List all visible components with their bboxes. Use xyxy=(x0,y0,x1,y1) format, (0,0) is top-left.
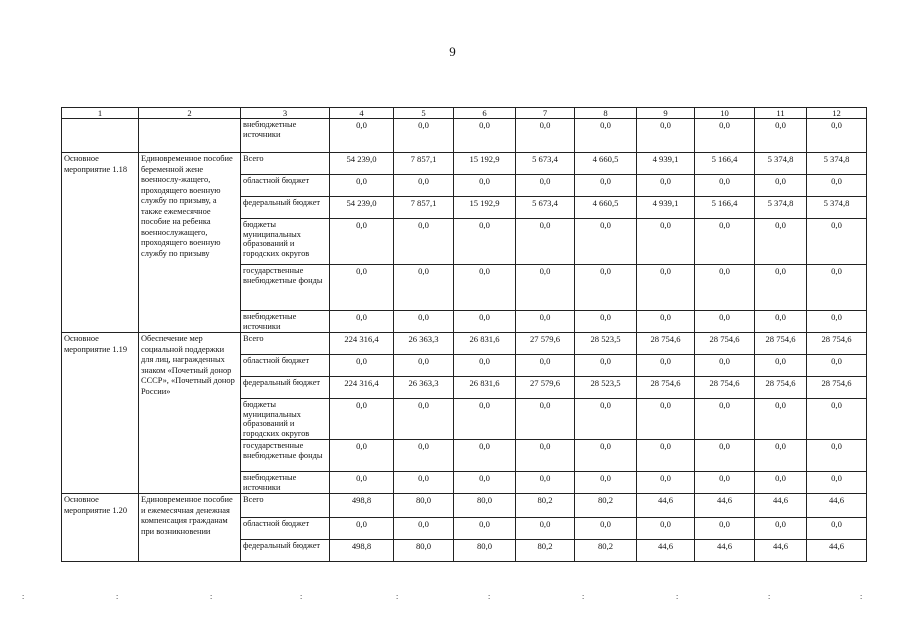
funding-source: внебюджетные источники xyxy=(241,472,330,494)
value-cell: 80,0 xyxy=(394,540,454,562)
value-cell: 498,8 xyxy=(330,540,394,562)
value-cell: 26 363,3 xyxy=(394,333,454,355)
value-cell: 28 754,6 xyxy=(755,377,807,399)
value-cell: 4 939,1 xyxy=(637,197,695,219)
value-cell: 26 831,6 xyxy=(454,333,516,355)
value-cell: 0,0 xyxy=(807,518,867,540)
funding-source: федеральный бюджет xyxy=(241,377,330,399)
value-cell: 28 523,5 xyxy=(575,377,637,399)
value-cell: 44,6 xyxy=(695,540,755,562)
value-cell: 0,0 xyxy=(516,355,575,377)
value-cell: 0,0 xyxy=(394,518,454,540)
value-cell: 0,0 xyxy=(454,311,516,333)
value-cell: 0,0 xyxy=(807,175,867,197)
value-cell: 0,0 xyxy=(695,175,755,197)
value-cell: 0,0 xyxy=(394,119,454,153)
value-cell: 0,0 xyxy=(516,440,575,472)
value-cell: 0,0 xyxy=(330,219,394,265)
column-number: 7 xyxy=(516,108,575,119)
funding-source: областной бюджет xyxy=(241,355,330,377)
value-cell: 5 374,8 xyxy=(807,153,867,175)
value-cell: 224 316,4 xyxy=(330,377,394,399)
funding-source: Всего xyxy=(241,494,330,518)
value-cell: 0,0 xyxy=(330,119,394,153)
column-number: 5 xyxy=(394,108,454,119)
value-cell: 0,0 xyxy=(330,355,394,377)
value-cell: 0,0 xyxy=(807,472,867,494)
value-cell: 0,0 xyxy=(516,311,575,333)
value-cell: 0,0 xyxy=(454,472,516,494)
value-cell: 54 239,0 xyxy=(330,153,394,175)
value-cell: 0,0 xyxy=(637,440,695,472)
value-cell: 0,0 xyxy=(755,518,807,540)
value-cell: 0,0 xyxy=(755,119,807,153)
value-cell: 15 192,9 xyxy=(454,197,516,219)
column-number: 4 xyxy=(330,108,394,119)
value-cell: 0,0 xyxy=(637,119,695,153)
value-cell: 0,0 xyxy=(637,518,695,540)
column-number: 1 xyxy=(62,108,139,119)
value-cell: 5 374,8 xyxy=(755,153,807,175)
measure-code: Основное мероприятие 1.20 xyxy=(62,494,139,562)
value-cell: 5 166,4 xyxy=(695,153,755,175)
value-cell: 5 673,4 xyxy=(516,153,575,175)
value-cell: 27 579,6 xyxy=(516,377,575,399)
table-row xyxy=(62,494,867,518)
value-cell: 0,0 xyxy=(394,175,454,197)
value-cell: 80,0 xyxy=(454,540,516,562)
value-cell: 0,0 xyxy=(516,472,575,494)
value-cell: 0,0 xyxy=(575,472,637,494)
value-cell: 0,0 xyxy=(695,355,755,377)
value-cell: 0,0 xyxy=(394,219,454,265)
value-cell: 28 754,6 xyxy=(695,377,755,399)
value-cell: 28 754,6 xyxy=(807,333,867,355)
value-cell: 0,0 xyxy=(755,472,807,494)
value-cell: 44,6 xyxy=(755,494,807,518)
value-cell: 0,0 xyxy=(575,119,637,153)
value-cell: 0,0 xyxy=(695,399,755,440)
funding-source: федеральный бюджет xyxy=(241,197,330,219)
funding-source: областной бюджет xyxy=(241,175,330,197)
value-cell: 0,0 xyxy=(575,219,637,265)
value-cell: 0,0 xyxy=(394,472,454,494)
value-cell: 0,0 xyxy=(516,399,575,440)
value-cell: 0,0 xyxy=(330,399,394,440)
measure-name: Единовременное пособие беременной жене военнослу-жащего, проходящего военную службу по призыву, а также ежемесячное пособие на ребенка военнослужащего, проходящего военную службу по призыву xyxy=(139,153,241,333)
value-cell: 44,6 xyxy=(807,540,867,562)
table-row xyxy=(62,333,867,355)
value-cell: 28 754,6 xyxy=(637,333,695,355)
value-cell: 0,0 xyxy=(394,440,454,472)
value-cell: 80,0 xyxy=(454,494,516,518)
funding-source: областной бюджет xyxy=(241,518,330,540)
value-cell: 0,0 xyxy=(637,355,695,377)
value-cell: 0,0 xyxy=(695,219,755,265)
value-cell: 28 754,6 xyxy=(755,333,807,355)
value-cell: 0,0 xyxy=(755,265,807,311)
value-cell: 7 857,1 xyxy=(394,153,454,175)
value-cell: 26 831,6 xyxy=(454,377,516,399)
value-cell: 0,0 xyxy=(575,518,637,540)
value-cell: 4 660,5 xyxy=(575,197,637,219)
value-cell: 0,0 xyxy=(394,355,454,377)
funding-source: Всего xyxy=(241,153,330,175)
funding-source: Всего xyxy=(241,333,330,355)
value-cell: 44,6 xyxy=(755,540,807,562)
value-cell: 0,0 xyxy=(330,175,394,197)
value-cell: 0,0 xyxy=(575,311,637,333)
value-cell: 0,0 xyxy=(394,265,454,311)
value-cell: 0,0 xyxy=(394,311,454,333)
measure-code: Основное мероприятие 1.19 xyxy=(62,333,139,494)
table-row xyxy=(62,119,867,153)
empty-cell xyxy=(139,119,241,153)
value-cell: 80,2 xyxy=(575,494,637,518)
value-cell: 0,0 xyxy=(637,219,695,265)
value-cell: 0,0 xyxy=(454,175,516,197)
value-cell: 5 166,4 xyxy=(695,197,755,219)
funding-table xyxy=(61,107,867,562)
value-cell: 28 754,6 xyxy=(807,377,867,399)
funding-source: внебюджетные источники xyxy=(241,311,330,333)
value-cell: 0,0 xyxy=(575,355,637,377)
value-cell: 0,0 xyxy=(807,119,867,153)
value-cell: 44,6 xyxy=(695,494,755,518)
value-cell: 0,0 xyxy=(637,175,695,197)
value-cell: 0,0 xyxy=(807,311,867,333)
column-number: 10 xyxy=(695,108,755,119)
value-cell: 5 374,8 xyxy=(755,197,807,219)
value-cell: 0,0 xyxy=(575,440,637,472)
value-cell: 0,0 xyxy=(695,472,755,494)
value-cell: 15 192,9 xyxy=(454,153,516,175)
value-cell: 5 374,8 xyxy=(807,197,867,219)
value-cell: 0,0 xyxy=(330,311,394,333)
value-cell: 44,6 xyxy=(637,540,695,562)
value-cell: 5 673,4 xyxy=(516,197,575,219)
value-cell: 54 239,0 xyxy=(330,197,394,219)
value-cell: 0,0 xyxy=(637,265,695,311)
empty-cell xyxy=(62,119,139,153)
value-cell: 0,0 xyxy=(575,175,637,197)
value-cell: 4 939,1 xyxy=(637,153,695,175)
measure-name: Единовременное пособие и ежемесячная денежная компенсация гражданам при возникновении xyxy=(139,494,241,562)
value-cell: 0,0 xyxy=(454,440,516,472)
value-cell: 0,0 xyxy=(516,175,575,197)
value-cell: 0,0 xyxy=(807,265,867,311)
value-cell: 0,0 xyxy=(330,472,394,494)
value-cell: 80,2 xyxy=(516,540,575,562)
page-bottom-marks: : : : : : : : : : : xyxy=(22,592,863,601)
value-cell: 28 754,6 xyxy=(695,333,755,355)
value-cell: 0,0 xyxy=(330,518,394,540)
value-cell: 0,0 xyxy=(394,399,454,440)
value-cell: 28 754,6 xyxy=(637,377,695,399)
value-cell: 0,0 xyxy=(516,265,575,311)
column-number: 8 xyxy=(575,108,637,119)
value-cell: 0,0 xyxy=(637,399,695,440)
value-cell: 0,0 xyxy=(637,311,695,333)
value-cell: 0,0 xyxy=(807,219,867,265)
column-number: 9 xyxy=(637,108,695,119)
value-cell: 0,0 xyxy=(454,355,516,377)
column-number: 3 xyxy=(241,108,330,119)
value-cell: 0,0 xyxy=(755,399,807,440)
value-cell: 498,8 xyxy=(330,494,394,518)
value-cell: 27 579,6 xyxy=(516,333,575,355)
value-cell: 0,0 xyxy=(695,518,755,540)
column-number: 6 xyxy=(454,108,516,119)
value-cell: 0,0 xyxy=(807,440,867,472)
value-cell: 224 316,4 xyxy=(330,333,394,355)
value-cell: 0,0 xyxy=(575,265,637,311)
value-cell: 0,0 xyxy=(695,440,755,472)
value-cell: 0,0 xyxy=(807,399,867,440)
value-cell: 0,0 xyxy=(695,119,755,153)
funding-source: бюджеты муниципальных образований и городских округов xyxy=(241,399,330,440)
value-cell: 0,0 xyxy=(755,440,807,472)
value-cell: 0,0 xyxy=(516,518,575,540)
measure-code: Основное мероприятие 1.18 xyxy=(62,153,139,333)
funding-source: государственные внебюджетные фонды xyxy=(241,265,330,311)
value-cell: 0,0 xyxy=(516,119,575,153)
value-cell: 0,0 xyxy=(575,399,637,440)
funding-source: бюджеты муниципальных образований и городских округов xyxy=(241,219,330,265)
column-number: 12 xyxy=(807,108,867,119)
measure-name: Обеспечение мер социальной поддержки для лиц, награжденных знаком «Почетный донор СССР», «Почетный донор России» xyxy=(139,333,241,494)
value-cell: 0,0 xyxy=(637,472,695,494)
value-cell: 0,0 xyxy=(755,175,807,197)
value-cell: 0,0 xyxy=(755,219,807,265)
value-cell: 28 523,5 xyxy=(575,333,637,355)
column-number: 2 xyxy=(139,108,241,119)
page-number: 9 xyxy=(449,44,456,59)
value-cell: 0,0 xyxy=(695,311,755,333)
value-cell: 0,0 xyxy=(454,119,516,153)
value-cell: 0,0 xyxy=(330,440,394,472)
value-cell: 0,0 xyxy=(454,399,516,440)
value-cell: 80,2 xyxy=(575,540,637,562)
value-cell: 0,0 xyxy=(454,219,516,265)
column-number: 11 xyxy=(755,108,807,119)
value-cell: 0,0 xyxy=(807,355,867,377)
column-number-row xyxy=(62,108,867,119)
value-cell: 0,0 xyxy=(454,265,516,311)
table-row xyxy=(62,153,867,175)
funding-source: внебюджетные источники xyxy=(241,119,330,153)
value-cell: 0,0 xyxy=(755,355,807,377)
value-cell: 4 660,5 xyxy=(575,153,637,175)
value-cell: 44,6 xyxy=(637,494,695,518)
value-cell: 0,0 xyxy=(330,265,394,311)
value-cell: 0,0 xyxy=(454,518,516,540)
value-cell: 80,0 xyxy=(394,494,454,518)
value-cell: 44,6 xyxy=(807,494,867,518)
value-cell: 0,0 xyxy=(695,265,755,311)
value-cell: 80,2 xyxy=(516,494,575,518)
value-cell: 26 363,3 xyxy=(394,377,454,399)
funding-source: государственные внебюджетные фонды xyxy=(241,440,330,472)
value-cell: 0,0 xyxy=(755,311,807,333)
value-cell: 7 857,1 xyxy=(394,197,454,219)
funding-source: федеральный бюджет xyxy=(241,540,330,562)
value-cell: 0,0 xyxy=(516,219,575,265)
